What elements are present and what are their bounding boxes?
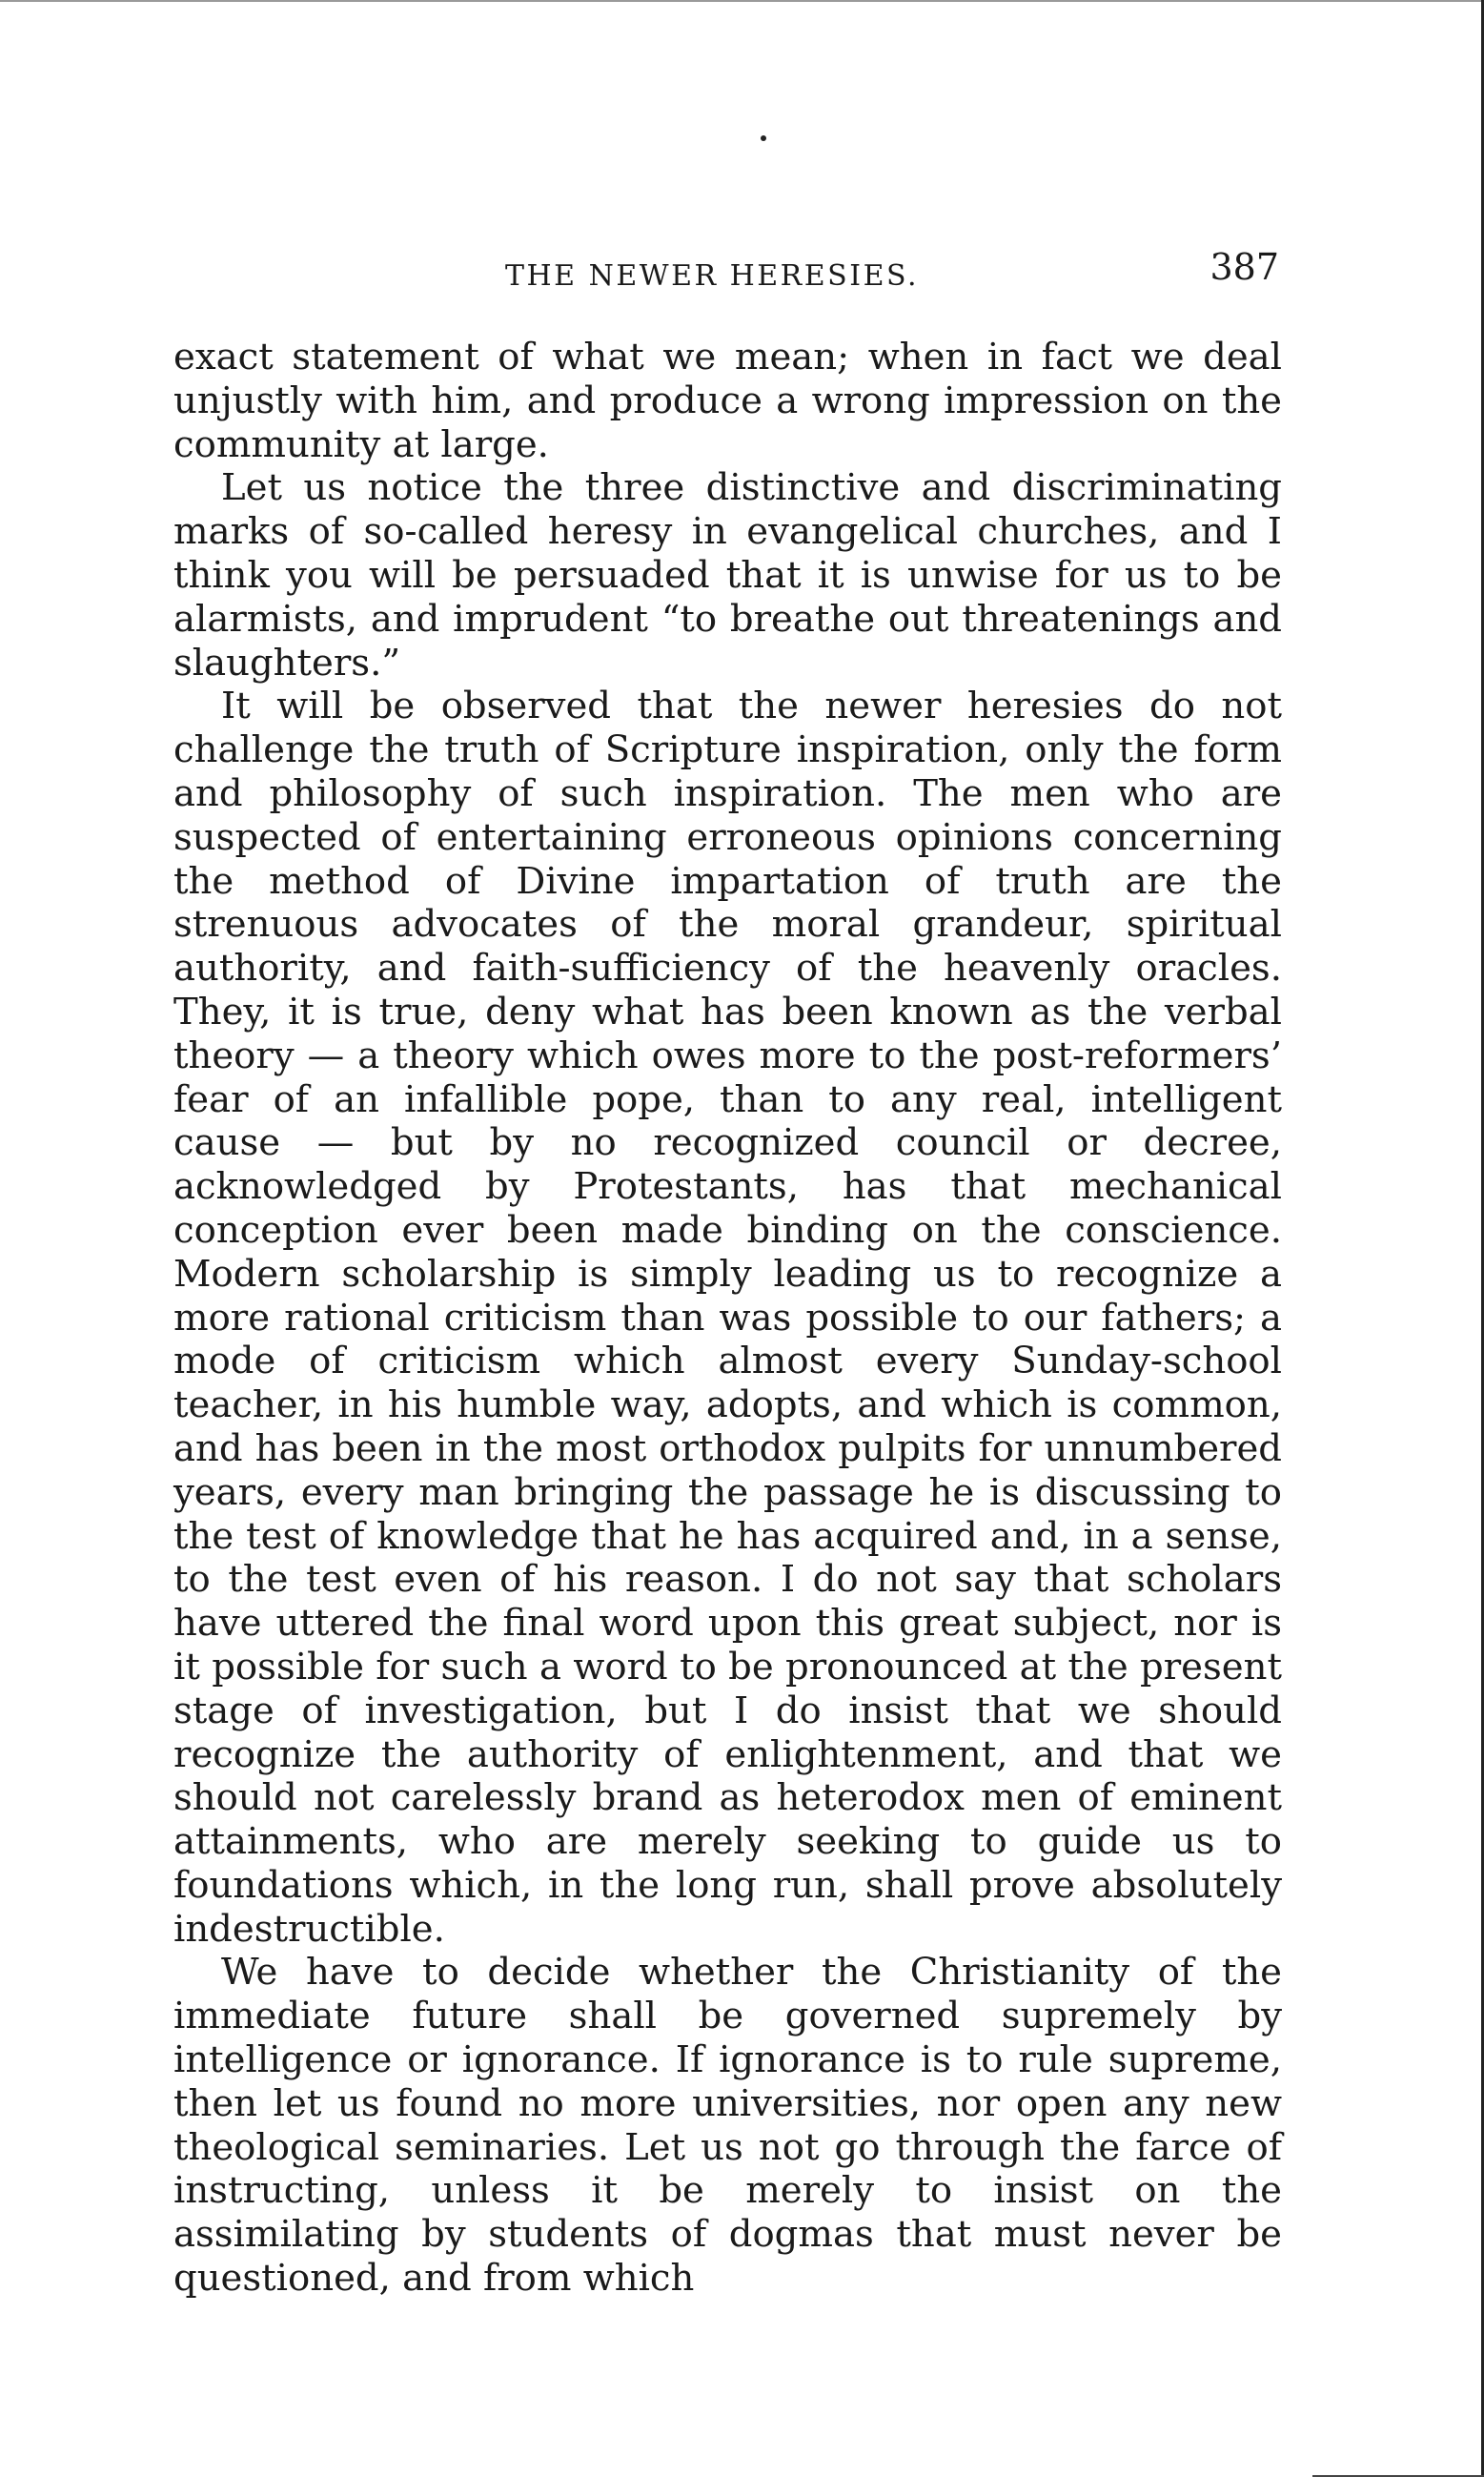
paragraph: It will be observed that the newer heresies do not challenge the truth of Scripture inspiration, only the form and philosophy of such inspiration. The men who are suspected of entertaining erroneous opinions concerning the method of Divine impartation of truth are the strenuous advocates of the moral grandeur, spiritual authority, and faith-sufficiency of the heavenly oracles. They, it is true, deny what has been known as the verbal theory — a theory which owes more to the post-reformers’ fear of an infallible pope, than to any real, intelligent cause — but by no recognized council or decree, acknowledged by Protestants, has that mechanical conception ever been made binding on the conscience. Modern scholarship is simply leading us to recognize a more rational criticism than was possible to our fathers; a mode of criticism which almost every Sunday-school teacher, in his humble way, adopts, and which is common, and has been in the most orthodox pulpits for unnumbered years, every man bringing the passage he is discussing to the test of knowledge that he has acquired and, in a sense, to the test even of his reason. I do not say that scholars have uttered the final word upon this great subject, nor is it possible for such a word to be pronounced at the present stage of investigation, but I do insist that we should recognize the authority of enlightenment, and that we should not carelessly brand as heterodox men of eminent attainments, who are merely seeking to guide us to foundations which, in the long run, shall prove absolutely indestructible. [173,685,1282,1951]
running-title: THE NEWER HERESIES. [505,259,919,293]
body-text [173,336,1282,2301]
paragraph: We have to decide whether the Christianity of the immediate future shall be governed supremely by intelligence or ignorance. If ignorance is to rule supreme, then let us found no more universities, nor open any new theological seminaries. Let us not go through the farce of instructing, unless it be merely to insist on the assimilating by students of dogmas that must never be questioned, and from which [173,1951,1282,2301]
paragraph: Let us notice the three distinctive and discriminating marks of so-called heresy in evangelical churches, and I think you will be persuaded that it is unwise for us to be alarmists, and imprudent “to breathe out threatenings and slaughters.” [173,466,1282,685]
page-top-edge [0,0,1484,2]
page-header [173,246,1279,303]
paragraph-continued: exact statement of what we mean; when in fact we deal unjustly with him, and produce a wrong impression on the community at large. [173,336,1282,466]
page-number: 387 [1210,246,1279,288]
ink-speck [761,135,766,141]
